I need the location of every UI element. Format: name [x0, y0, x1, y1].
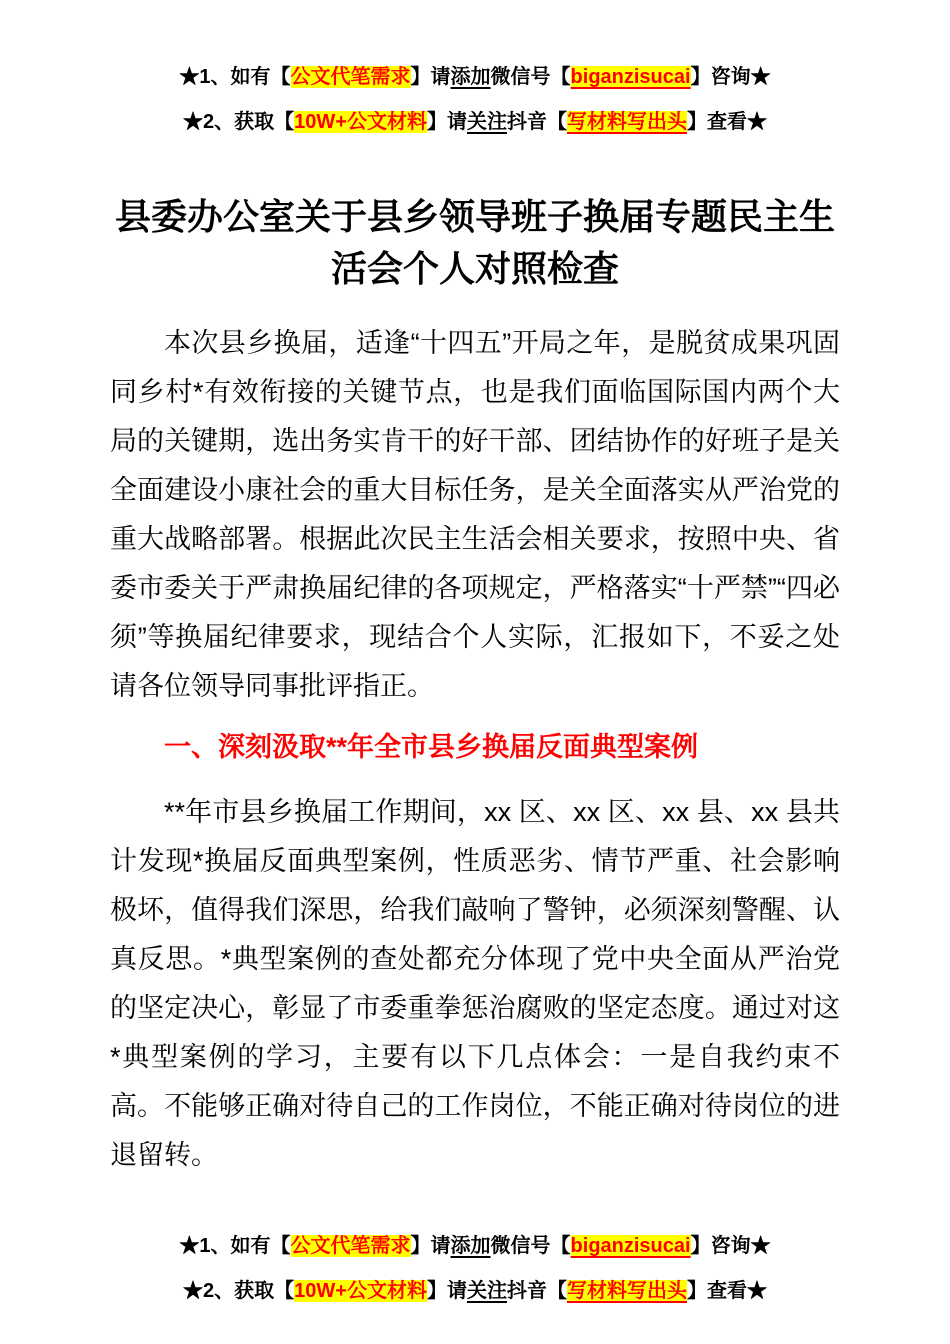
highlight-keyword-writing-service: 公文代笔需求	[290, 1235, 411, 1257]
section-heading-1: 一、深刻汲取**年全市县乡换届反面典型案例	[164, 732, 699, 762]
underlined-word-add: 添加	[450, 66, 491, 88]
header-notice-line-1	[110, 55, 840, 100]
notice-text: ★1、如有【	[179, 1235, 291, 1257]
footer-notice-line-2	[110, 1269, 840, 1314]
notice-text: 】请	[410, 66, 451, 88]
notice-text: 】咨询★	[690, 1235, 771, 1257]
notice-text: 抖音【	[506, 111, 567, 133]
notice-text: 】请	[426, 111, 467, 133]
notice-text: ★1、如有【	[179, 66, 291, 88]
underlined-word-follow: 关注	[466, 1280, 507, 1302]
paragraph-2: **年市县乡换届工作期间，xx 区、xx 区、xx 县、xx 县共计发现*换届反面典型案例，性质恶劣、情节严重、社会影响极坏，值得我们深思，给我们敲响了警钟，必须深刻警醒、认真反思。*典型案例的查处都充分体现了党中央全面从严治党的坚定决心，彰显了市委重拳惩治腐败的坚定态度。通过对这*典型案例的学习，主要有以下几点体会：一是自我约束不高。不能够正确对待自己的工作岗位，不能正确对待岗位的进退留转。	[110, 797, 840, 1170]
document-title-line-2: 活会个人对照检查	[330, 248, 619, 289]
document-title	[110, 191, 840, 295]
highlight-keyword-materials: 10W+公文材料	[294, 111, 427, 133]
notice-text: 抖音【	[506, 1280, 567, 1302]
highlight-wechat-id: biganzisucai	[570, 66, 691, 88]
document-title-line-1: 县委办公室关于县乡领导班子换届专题民主生	[114, 196, 835, 237]
notice-text: 】查看★	[686, 111, 767, 133]
highlight-keyword-materials: 10W+公文材料	[294, 1280, 427, 1302]
footer-notice	[110, 1224, 840, 1314]
notice-text: 微信号【	[490, 1235, 571, 1257]
header-notice	[110, 55, 840, 145]
underlined-word-follow: 关注	[466, 111, 507, 133]
header-notice-line-2	[110, 100, 840, 145]
highlight-douyin-id: 写材料写出头	[566, 1280, 687, 1302]
notice-text: 】查看★	[686, 1280, 767, 1302]
footer-notice-line-1	[110, 1224, 840, 1269]
paragraph-1: 本次县乡换届，适逢“十四五”开局之年，是脱贫成果巩固同乡村*有效衔接的关键节点，也是我们面临国际国内两个大局的关键期，选出务实肯干的好干部、团结协作的好班子是关全面建设小康社会的重大目标任务，是关全面落实从严治党的重大战略部署。根据此次民主生活会相关要求，按照中央、省委市委关于严肃换届纪律的各项规定，严格落实“十严禁”“四必须”等换届纪律要求，现结合个人实际，汇报如下，不妥之处请各位领导同事批评指正。	[110, 328, 840, 701]
notice-text: 】咨询★	[690, 66, 771, 88]
underlined-word-add: 添加	[450, 1235, 491, 1257]
notice-text: ★2、获取【	[183, 1280, 295, 1302]
notice-text: 】请	[410, 1235, 451, 1257]
notice-text: 微信号【	[490, 66, 571, 88]
highlight-douyin-id: 写材料写出头	[566, 111, 687, 133]
notice-text: ★2、获取【	[183, 111, 295, 133]
highlight-keyword-writing-service: 公文代笔需求	[290, 66, 411, 88]
highlight-wechat-id: biganzisucai	[570, 1235, 691, 1257]
notice-text: 】请	[426, 1280, 467, 1302]
